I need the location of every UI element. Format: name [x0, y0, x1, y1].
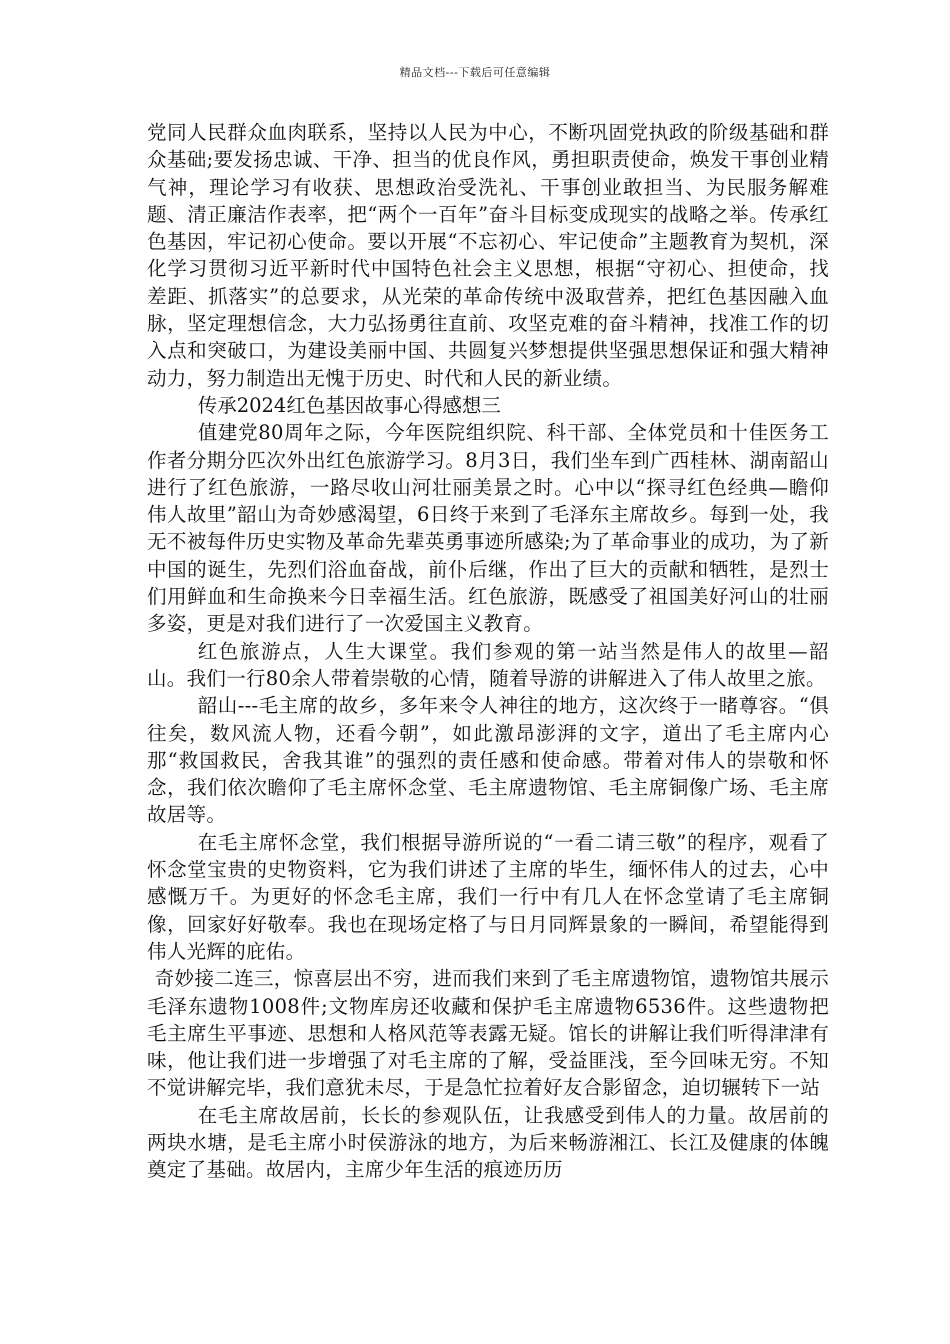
paragraph-1: 党同人民群众血肉联系，坚持以人民为中心，不断巩固党执政的阶级基础和群众基础;要发扬忠诚、干净、担当的优良作风，勇担职责使命，焕发干事创业精气神，理论学习有收获、思想政治受洗礼、干事创业敢担当、为民服务解难题、清正廉洁作表率，把“两个一百年”奋斗目标变成现实的战略之举。传承红色基因，牢记初心使命。要以开展“不忘初心、牢记使命”主题教育为契机，深化学习贯彻习近平新时代中国特色社会主义思想，根据“守初心、担使命，找差距、抓落实”的总要求，从光荣的革命传统中汲取营养，把红色基因融入血脉，坚定理想信念，大力弘扬勇往直前、攻坚克难的奋斗精神，找准工作的切入点和突破口，为建设美丽中国、共圆复兴梦想提供坚强思想保证和强大精神动力，努力制造出无愧于历史、时代和人民的新业绩。 — [147, 121, 829, 390]
paragraph-3: 红色旅游点，人生大课堂。我们参观的第一站当然是伟人的故里—韶山。我们一行80余人带着崇敬的心情，随着导游的讲解进入了伟人故里之旅。 — [147, 639, 829, 690]
page-header: 精品文档---下载后可任意编辑 — [399, 66, 551, 79]
paragraph-6: 奇妙接二连三，惊喜层出不穷，进而我们来到了毛主席遗物馆，遗物馆共展示毛泽东遗物1008件;文物库房还收藏和保护毛主席遗物6536件。这些遗物把毛主席生平事迹、思想和人格风范等表露无疑。馆长的讲解让我们听得津津有味，他让我们进一步增强了对毛主席的了解，受益匪浅，至今回味无穷。不知不觉讲解完毕，我们意犹未尽，于是急忙拉着好友合影留念，迫切辗转下一站 — [147, 967, 829, 1100]
section-title: 传承2024红色基因故事心得感想三 — [197, 393, 501, 417]
paragraph-7: 在毛主席故居前，长长的参观队伍，让我感受到伟人的力量。故居前的两块水塘，是毛主席小时侯游泳的地方，为后来畅游湘江、长江及健康的体魄奠定了基础。故居内，主席少年生活的痕迹历历 — [147, 1103, 829, 1182]
paragraph-4: 韶山---毛主席的故乡，多年来令人神往的地方，这次终于一睹尊容。“俱往矣，数风流人物，还看今朝”，如此激昂澎湃的文字，道出了毛主席内心那“救国救民，舍我其谁”的强烈的责任感和使命感。带着对伟人的崇敬和怀念，我们依次瞻仰了毛主席怀念堂、毛主席遗物馆、毛主席铜像广场、毛主席故居等。 — [147, 694, 829, 827]
paragraph-2: 值建党80周年之际，今年医院组织院、科干部、全体党员和十佳医务工作者分期分匹次外出红色旅游学习。8月3日，我们坐车到广西桂林、湖南韶山进行了红色旅游，一路尽收山河壮丽美景之时。心中以“探寻红色经典—瞻仰伟人故里”韶山为奇妙感渴望，6日终于来到了毛泽东主席故乡。每到一处，我无不被每件历史实物及革命先辈英勇事迹所感染;为了革命事业的成功，为了新中国的诞生，先烈们浴血奋战，前仆后继，作出了巨大的贡献和牺牲，是烈士们用鲜血和生命换来今日幸福生活。红色旅游，既感受了祖国美好河山的壮丽多姿，更是对我们进行了一次爱国主义教育。 — [147, 421, 829, 636]
document-body — [147, 119, 829, 1184]
paragraph-5: 在毛主席怀念堂，我们根据导游所说的“一看二请三敬”的程序，观看了怀念堂宝贵的史物资料，它为我们讲述了主席的毕生，缅怀伟人的过去，心中感慨万千。为更好的怀念毛主席，我们一行中有几人在怀念堂请了毛主席铜像，回家好好敬奉。我也在现场定格了与日月同辉景象的一瞬间，希望能得到伟人光辉的庇佑。 — [147, 830, 829, 963]
